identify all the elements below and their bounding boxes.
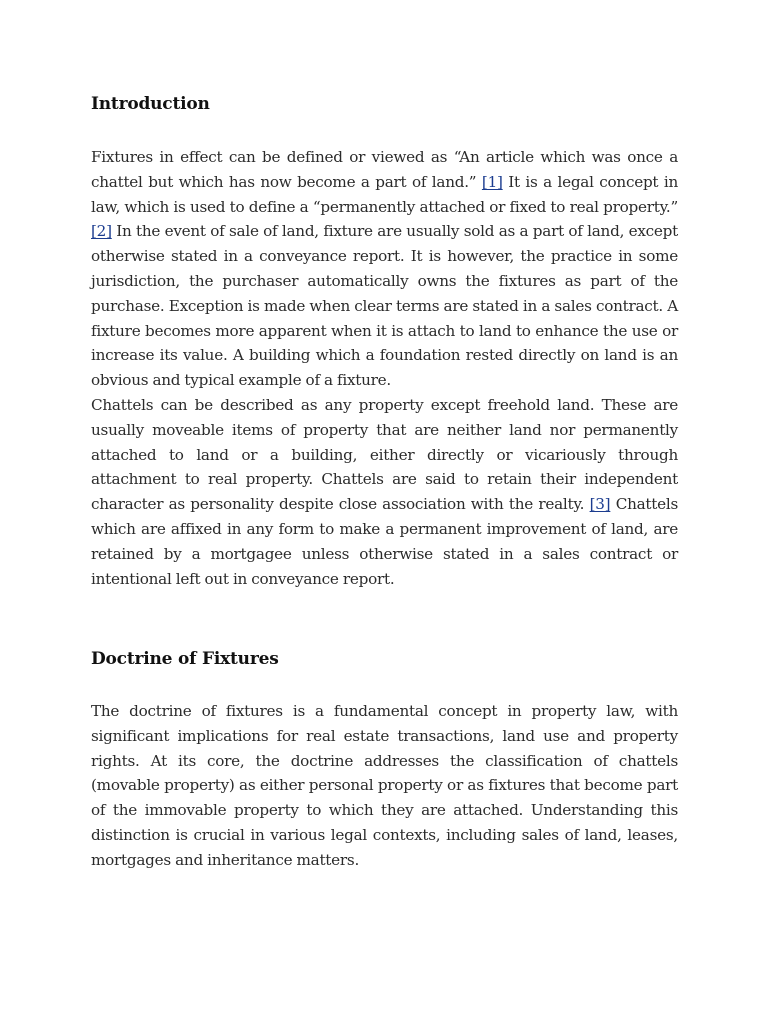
text-run: It is a legal concept in law, which is used to define a “permanently attached or fixed to real property.” <box>91 172 678 216</box>
citation-link-2[interactable]: [2] <box>91 222 112 241</box>
paragraph-chattels-description <box>91 396 678 588</box>
text-run: Fixtures in effect can be defined or viewed as “An article which was once a chattel but which has now become a part of land.” <box>91 148 678 191</box>
citation-link-3[interactable]: [3] <box>589 495 611 514</box>
text-run: In the event of sale of land, fixture are usually sold as a part of land, except otherwise stated in a conveyance report. It is however, the practice in some jurisdiction, the purchaser automatically owns the fixtures as part of the purchase. Exception is made when clear terms are stated in a sales contract. A fixture becomes more apparent when it is attach to land to enhance the use or increase its value. A building which a foundation rested directly on land is an obvious and typical example of a fixture. <box>91 222 678 390</box>
text-run: Chattels which are affixed in any form to make a permanent improvement of land, are retained by a mortgagee unless otherwise stated in a sales contract or intentional left out in conveyance report. <box>91 495 678 588</box>
paragraph-fixtures-definition <box>91 148 678 389</box>
section-heading-doctrine-of-fixtures: Doctrine of Fixtures <box>91 649 279 669</box>
section-heading-introduction: Introduction <box>91 94 210 114</box>
paragraph-doctrine-of-fixtures: The doctrine of fixtures is a fundamental concept in property law, with significant implications for real estate transactions, land use and property rights. At its core, the doctrine addresses the classification of chattels (movable property) as either personal property or as fixtures that become part of the immovable property to which they are attached. Understanding this distinction is crucial in various legal contexts, including sales of land, leases, mortgages and inheritance matters. <box>91 702 678 869</box>
text-run: Chattels can be described as any property except freehold land. These are usually moveable items of property that are neither land nor permanently attached to land or a building, either directly or vicariously through attachment to real property. Chattels are said to retain their independent character as personality despite close association with the realty. <box>91 395 678 514</box>
introduction-body <box>91 145 678 591</box>
citation-link-1[interactable]: [1] <box>481 172 503 191</box>
